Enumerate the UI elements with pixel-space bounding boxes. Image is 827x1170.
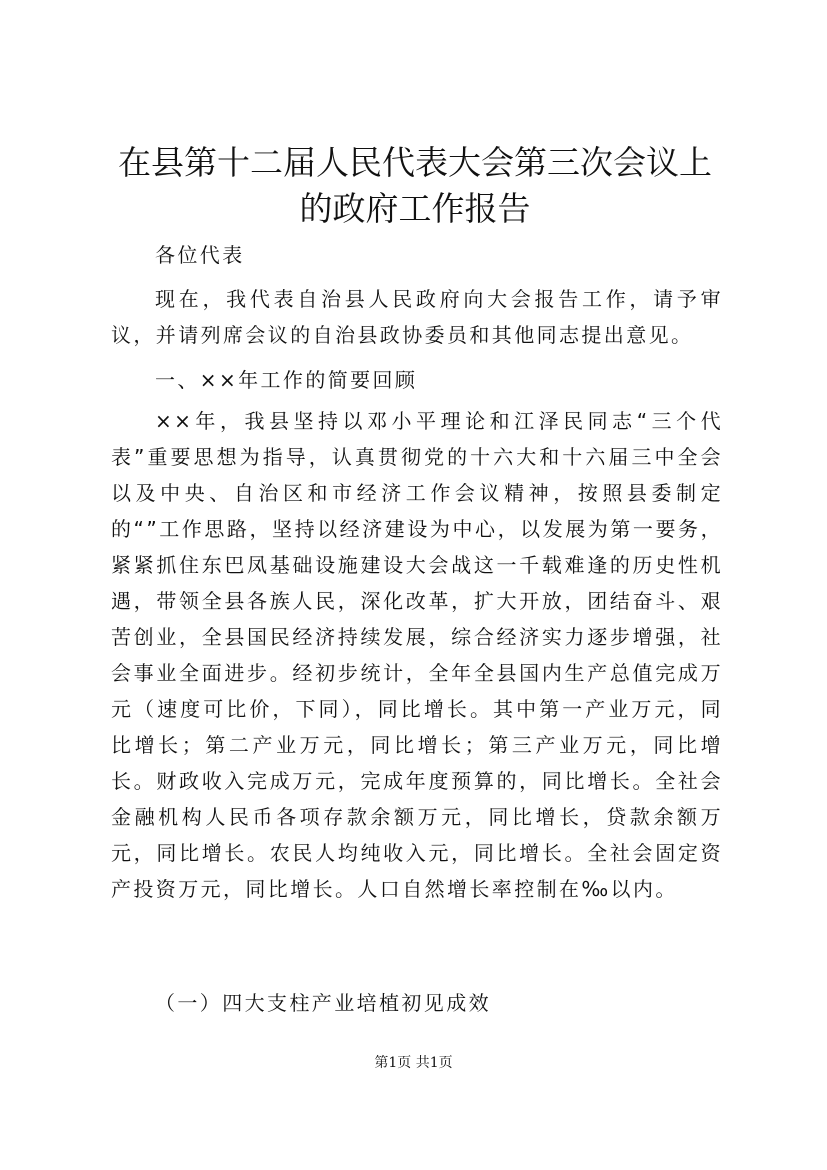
intro-paragraph: 现在，我代表自治县人民政府向大会报告工作，请予审议，并请列席会议的自治县政协委员和其他同志提出意见。 bbox=[111, 287, 723, 347]
section-heading: 一、××年工作的简要回顾 bbox=[155, 368, 418, 392]
salutation: 各位代表 bbox=[155, 243, 245, 267]
page-footer: 第1页 共1页 bbox=[374, 1055, 453, 1071]
main-paragraph: ××年，我县坚持以邓小平理论和江泽民同志“三个代表”重要思想为指导，认真贯彻党的十六大和十六届三中全会以及中央、自治区和市经济工作会议精神，按照县委制定的“”工作思路，坚持以经济建设为中心，以发展为第一要务，紧紧抓住东巴凤基础设施建设大会战这一千载难逢的历史性机遇，带领全县各族人民，深化改革，扩大开放，团结奋斗、艰苦创业，全县国民经济持续发展，综合经济实力逐步增强，社会事业全面进步。经初步统计，全年全县国内生产总值完成万元（速度可比价，下同），同比增长。其中第一产业万元，同比增长；第二产业万元，同比增长；第三产业万元，同比增长。财政收入完成万元，完成年度预算的，同比增长。全社会金融机构人民币各项存款余额万元，同比增长，贷款余额万元，同比增长。农民人均纯收入元，同比增长。全社会固定资产投资万元，同比增长。人口自然增长率控制在‰以内。 bbox=[111, 409, 723, 901]
document-title: 在县第十二届人民代表大会第三次会议上的政府工作报告 bbox=[118, 143, 712, 228]
subsection-heading: （一）四大支柱产业培植初见成效 bbox=[155, 991, 491, 1015]
